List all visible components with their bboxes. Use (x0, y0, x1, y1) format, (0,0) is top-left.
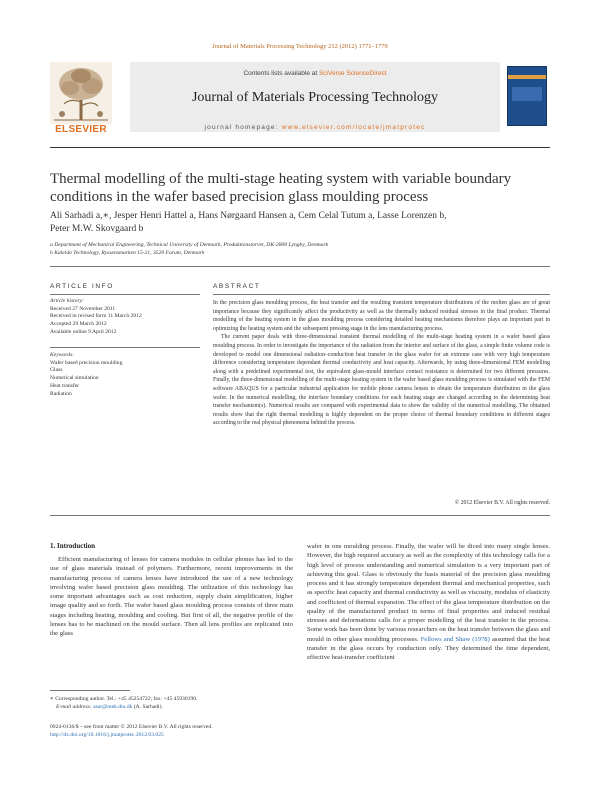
intro-paragraph: Efficient manufacturing of lenses for camera modules in cellular phones has led to the use of glass materials instead of polymers. Furthermore, recent improvements in the manufacturing process of camera lenses have introduced the use of a new technology involving wafer based precision glass moulding. The utilization of this technology has some important advantages such as cost reduction, supply chain simplification, higher image quality and so forth. The wafer based glass moulding process consists of three main stages including heating, moulding and cooling. But first of all, the negative profile of the lenses has to be machined on the mould surface. Then all lens profiles are replicated into the glass (50, 556, 293, 637)
article-info-heading: ARTICLE INFO (50, 283, 114, 290)
abstract-bottom-rule (50, 515, 550, 516)
email-link[interactable]: asar@mek.dtu.dk (93, 704, 133, 710)
history-label: Article history: (50, 298, 85, 304)
keywords (50, 352, 200, 398)
abstract-rule (213, 294, 550, 295)
header-rule (50, 147, 550, 148)
footnote-rule (50, 690, 130, 691)
journal-title: Journal of Materials Processing Technology (191, 90, 439, 105)
author-list (50, 210, 550, 236)
publisher-logo-text: ELSEVIER (55, 124, 107, 135)
abstract-paragraph: The current paper deals with three-dimensional transient thermal modelling of the multi-stage heating system in a wafer based glass moulding process. In order to investigate the importance of the radiation from the interior and surface of the glass, a simple finite volume code is developed to model one dimensional radiation–conduction heat transfer in the glass wafer for an extreme case with very high temperature difference considering temperature dependant thermal conductivity and heat capacity. Afterwards, by using three-dimensional FEM modelling along with a predefined experimental test, the equivalent glass-mould interface contact resistance is determined for two different pressures. Finally, the three-dimensional modelling of the multi-stage heating system in the wafer based glass moulding process is simulated with the FEM software ABAQUS for a particular industrial application for mobile phone camera lenses to obtain the temperature distribution in the glass wafer. In the numerical modelling, the interface boundary conditions for each heating stage are changed according to the determining heat transfer mechanism(s). Numerical results are compared with experimental data to show the validity of the numerical modelling. The obtained results show that the right thermal modelling is highly dependent on the proper choice of thermal boundary conditions in different stages according to the real physical phenomena behind the process. (213, 334, 550, 427)
keywords-rule (50, 347, 200, 348)
paragraph-text: assumed that the heat transfer in the glass occurs by conduction only. They determined the time dependent, effective heat-transfer coefficient (307, 635, 550, 661)
section-heading-introduction: 1. Introduction (50, 542, 95, 550)
keyword: Heat transfer (50, 382, 80, 389)
citation-link[interactable]: Fellows and Shaw (1978) (420, 635, 490, 643)
abstract-heading: ABSTRACT (213, 283, 261, 290)
keyword: Wafer based precision moulding (50, 359, 123, 366)
keyword: Glass (50, 367, 63, 374)
paper-title (50, 170, 550, 206)
abstract-paragraph: In the precision glass moulding process, the heat transfer and the resulting transient temperature distributions of the molten glass are of great importance because they significantly affect the productivity as well as the thermally induced residual stresses in the final product. Thermal modelling of the heating system in the glass moulding process considering detailed heating mechanisms therefore plays an important part in optimizing the heating system and the subsequent pressing stage in the lens manufacturing process. (213, 300, 550, 332)
homepage-prefix: journal homepage: (204, 124, 282, 131)
history-item: Received in revised form 11 March 2012 (50, 313, 142, 320)
keyword: Numerical simulation (50, 375, 99, 382)
body-column-right (307, 542, 550, 662)
footnote (50, 695, 293, 711)
corresponding-author: ∗ Corresponding author. Tel.: +45 45254722; fax: +45 45930190. (50, 696, 198, 702)
article-history (50, 298, 200, 337)
affiliation-rule (50, 266, 550, 267)
title-line: conditions in the wafer based precision glass moulding process (50, 189, 429, 205)
journal-citation: Journal of Materials Processing Technology 212 (2012) 1771–1779 (212, 43, 388, 50)
journal-homepage (130, 124, 500, 131)
copyright-notice: © 2012 Elsevier B.V. All rights reserved. (454, 500, 550, 506)
homepage-link[interactable]: www.elsevier.com/locate/jmatprotec (281, 124, 426, 131)
keywords-label: Keywords: (50, 352, 75, 358)
history-item: Received 27 November 2011 (50, 305, 116, 312)
history-item: Available online 9 April 2012 (50, 328, 117, 335)
elsevier-tree-logo (50, 62, 112, 132)
authors-line: Peter M.W. Skovgaard b (50, 224, 144, 234)
email-suffix: (A. Sarhadi). (132, 704, 163, 710)
affiliation: a Department of Mechanical Engineering, Technical University of Denmark, Produktionstorvet, DK-2800 Lyngby, Denmark (50, 242, 329, 248)
affiliation: b Kaleido Technology, Ryssensmarken 15-21, 3520 Farum, Denmark (50, 250, 205, 256)
issn-line: 0924-0136/$ – see front matter © 2012 Elsevier B.V. All rights reserved. (50, 724, 213, 730)
front-matter (50, 723, 350, 739)
article-info-rule (50, 294, 200, 295)
authors-line: Ali Sarhadi a,∗, Jesper Henri Hattel a, Hans Nørgaard Hansen a, Cem Celal Tutum a, Lasse Lorenzen b, (50, 211, 447, 221)
sciencedirect-link[interactable]: SciVerse ScienceDirect (318, 70, 387, 77)
keyword: Radiation (50, 390, 72, 397)
contents-line (130, 70, 500, 77)
doi-link[interactable]: http://dx.doi.org/10.1016/j.jmatprotec.2012.03.025 (50, 732, 164, 738)
email-line (50, 703, 293, 711)
paragraph-text: wafer in one moulding process. Finally, the wafer will be diced into many single lenses. However, the high required accuracy as well as the complexity of this technology calls for a high level of process understanding and numerical simulation is a very important part of achieving this goal. Glass is obviously the basis material of the precision glass moulding process and it has strongly temperature dependent thermal and mechanical properties, such as specific heat capacity and thermal conductivity as well as viscosity, modulus of elasticity and coefficient of thermal expansion. The effect of the glass temperature distribution on the quality of the manufactured product in terms of final properties and induced residual stresses and deformations calls for a proper modelling of the heat transfer in the process. Some work has been done by various researchers on the heat transfer between the glass and mould in other glass moulding processes. (307, 543, 550, 643)
contents-prefix: Contents lists available at (243, 70, 319, 77)
history-item: Accepted 29 March 2012 (50, 321, 107, 328)
abstract-body (213, 299, 550, 428)
journal-cover-thumbnail (507, 66, 547, 126)
intro-paragraph-continued (307, 542, 550, 662)
affiliations (50, 241, 550, 257)
body-column-left (50, 555, 293, 638)
title-line: Thermal modelling of the multi-stage heating system with variable boundary (50, 171, 512, 187)
email-label: E-mail address: (56, 704, 94, 710)
